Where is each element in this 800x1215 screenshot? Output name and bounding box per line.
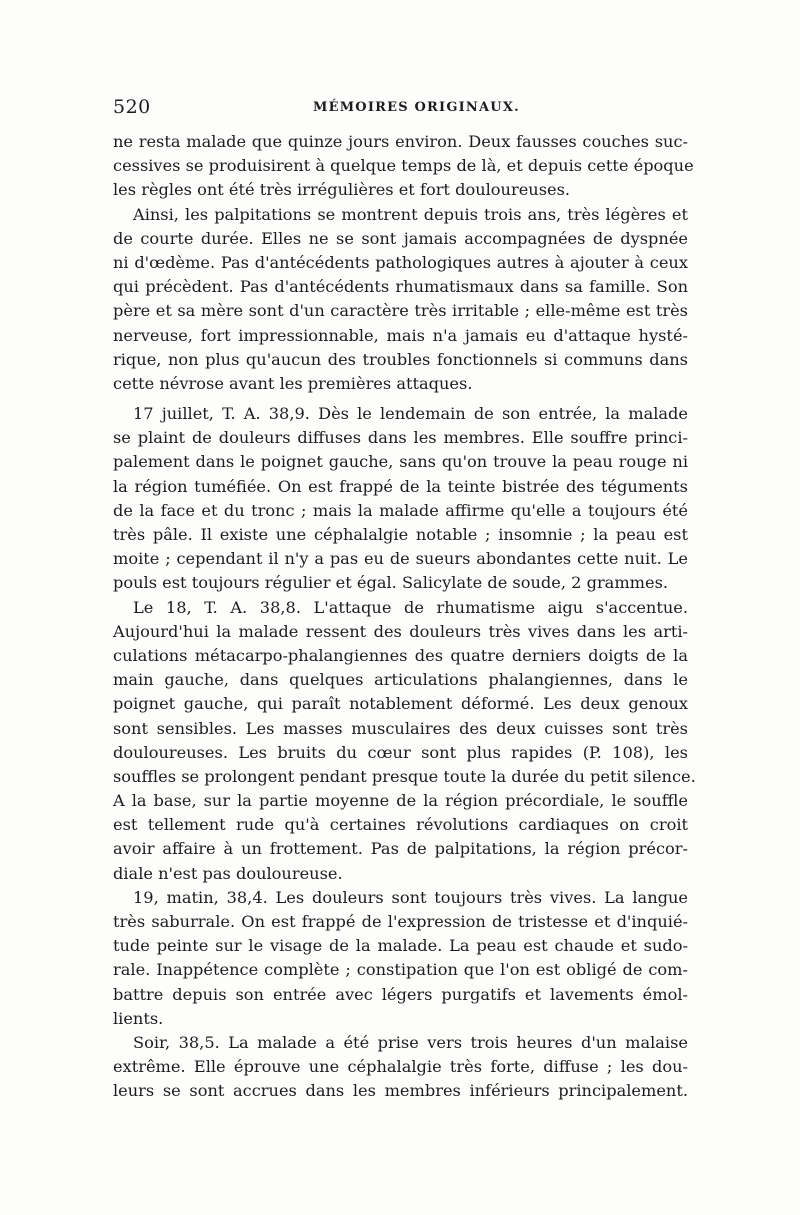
text-line: la région tuméfiée. On est frappé de la teinte bistrée des téguments: [113, 476, 688, 496]
text-line: de la face et du tronc ; mais la malade affirme qu'elle a toujours été: [113, 500, 688, 520]
text-line: très saburrale. On est frappé de l'expression de tristesse et d'inquié-: [113, 912, 688, 931]
text-line: lients.: [113, 1008, 164, 1028]
paragraph: [113, 1031, 688, 1104]
running-title: MÉMOIRES ORIGINAUX.: [313, 100, 520, 115]
text-line: ni d'œdème. Pas d'antécédents pathologiques autres à ajouter à ceux: [113, 252, 688, 272]
text-line: diale n'est pas douloureuse.: [113, 863, 343, 883]
text-line: père et sa mère sont d'un caractère très irritable ; elle-même est très: [113, 301, 688, 321]
text-line: sont sensibles. Les masses musculaires des deux cuisses sont très: [113, 718, 688, 738]
text-line: 17 juillet, T. A. 38,9. Dès le lendemain de son entrée, la malade: [133, 404, 688, 424]
text-line: Aujourd'hui la malade ressent des douleurs très vives dans les arti-: [113, 621, 688, 641]
paragraph: [113, 203, 688, 397]
text-line: se plaint de douleurs diffuses dans les membres. Elle souffre princi-: [113, 428, 688, 448]
text-line: 19, matin, 38,4. Les douleurs sont toujours très vives. La langue: [133, 887, 688, 907]
text-line: cessives se produisirent à quelque temps de là, et depuis cette époque: [113, 156, 694, 176]
text-line: rale. Inappétence complète ; constipation que l'on est obligé de com-: [113, 960, 688, 980]
text-line: culations métacarpo-phalangiennes des quatre derniers doigts de la: [113, 645, 688, 665]
page-number: 520: [113, 96, 151, 118]
text-line: qui précèdent. Pas d'antécédents rhumatismaux dans sa famille. Son: [113, 277, 688, 297]
paragraph: [113, 886, 688, 1031]
text-line: cette névrose avant les premières attaques.: [113, 373, 473, 393]
text-line: avoir affaire à un frottement. Pas de palpitations, la région précor-: [113, 839, 688, 859]
text-line: nerveuse, fort impressionnable, mais n'a jamais eu d'attaque hysté-: [113, 325, 688, 345]
text-line: poignet gauche, qui paraît notablement déformé. Les deux genoux: [113, 694, 688, 714]
text-line: tude peinte sur le visage de la malade. La peau est chaude et sudo-: [113, 936, 688, 956]
text-line: A la base, sur la partie moyenne de la région précordiale, le souffle: [113, 791, 688, 811]
text-line: douloureuses. Les bruits du cœur sont plus rapides (P. 108), les: [113, 742, 688, 762]
paragraph: [113, 130, 694, 203]
text-line: extrême. Elle éprouve une céphalalgie très forte, diffuse ; les dou-: [113, 1057, 688, 1077]
text-line: battre depuis son entrée avec légers purgatifs et lavements émol-: [113, 984, 688, 1004]
text-line: rique, non plus qu'aucun des troubles fonctionnels si communs dans: [113, 349, 688, 369]
text-line: Soir, 38,5. La malade a été prise vers trois heures d'un malaise: [133, 1032, 688, 1052]
text-line: de courte durée. Elles ne se sont jamais accompagnées de dyspnée: [113, 228, 688, 248]
paragraph: [113, 402, 688, 596]
text-line: Le 18, T. A. 38,8. L'attaque de rhumatisme aigu s'accentue.: [133, 597, 688, 617]
body-text: [113, 130, 696, 1104]
text-line: palement dans le poignet gauche, sans qu'on trouve la peau rouge ni: [113, 452, 688, 472]
text-line: pouls est toujours régulier et égal. Salicylate de soude, 2 grammes.: [113, 573, 669, 593]
paragraph: [113, 596, 696, 886]
text-line: les règles ont été très irrégulières et fort douloureuses.: [113, 180, 571, 200]
text-line: Ainsi, les palpitations se montrent depuis trois ans, très légères et: [133, 204, 688, 224]
text-line: main gauche, dans quelques articulations phalangiennes, dans le: [113, 670, 688, 690]
running-header: [113, 96, 688, 120]
text-line: souffles se prolongent pendant presque toute la durée du petit silence.: [113, 766, 696, 786]
text-line: est tellement rude qu'à certaines révolutions cardiaques on croit: [113, 815, 688, 835]
text-line: moite ; cependant il n'y a pas eu de sueurs abondantes cette nuit. Le: [113, 549, 688, 569]
text-line: leurs se sont accrues dans les membres inférieurs principalement.: [113, 1081, 688, 1101]
text-line: très pâle. Il existe une céphalalgie notable ; insomnie ; la peau est: [113, 525, 688, 544]
text-line: ne resta malade que quinze jours environ. Deux fausses couches suc-: [113, 132, 688, 151]
